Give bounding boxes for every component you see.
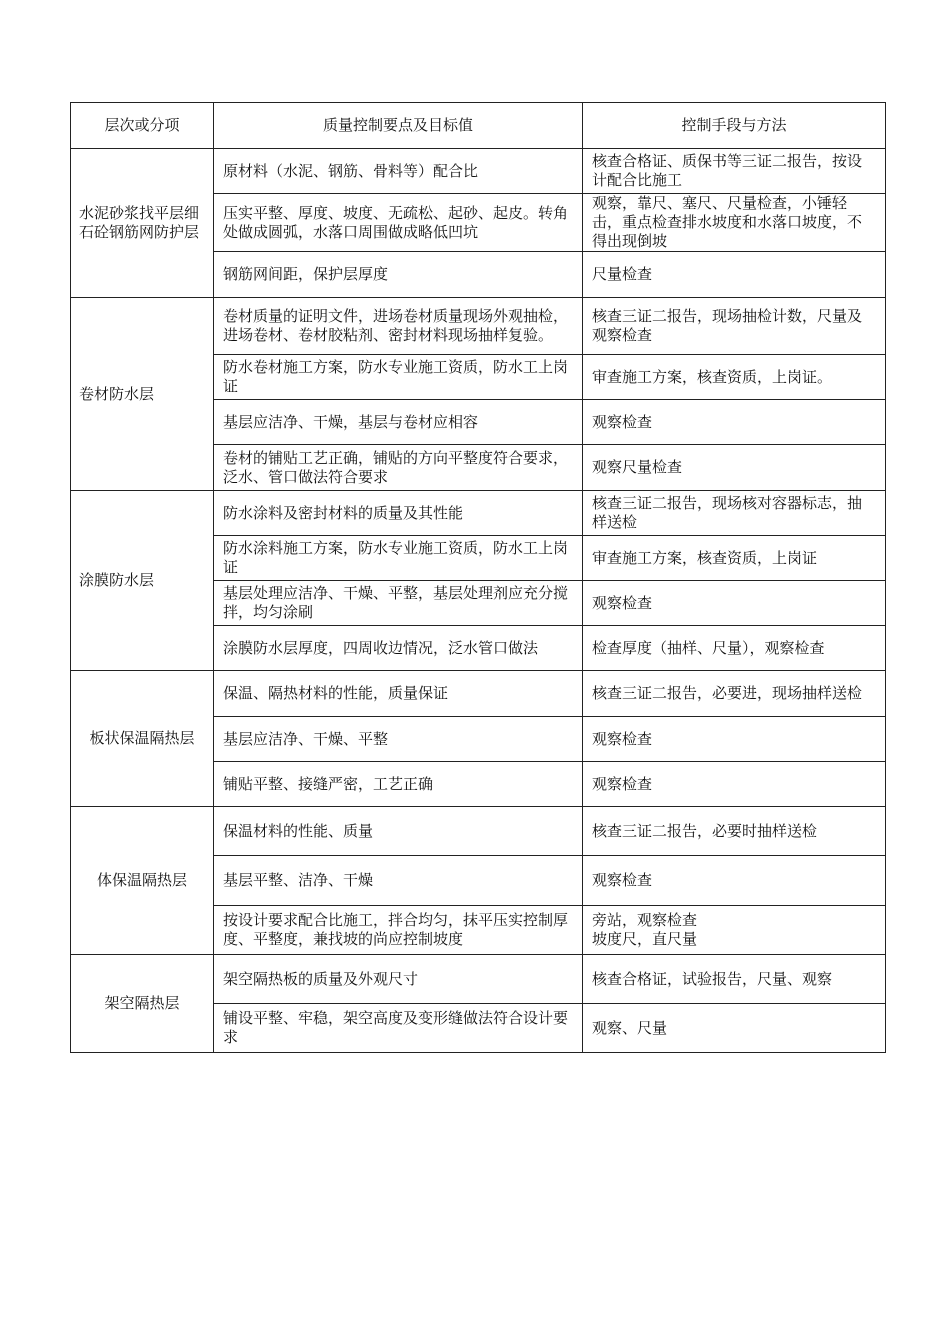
method-cell: 观察检查 bbox=[583, 762, 886, 807]
control-point-cell: 架空隔热板的质量及外观尺寸 bbox=[214, 955, 583, 1004]
method-cell: 观察、尺量 bbox=[583, 1004, 886, 1053]
table-row bbox=[71, 149, 886, 194]
method-cell: 核查合格证、质保书等三证二报告，按设计配合比施工 bbox=[583, 149, 886, 194]
method-cell: 核查合格证，试验报告，尺量、观察 bbox=[583, 955, 886, 1004]
method-cell: 尺量检查 bbox=[583, 252, 886, 298]
method-cell: 观察检查 bbox=[583, 581, 886, 626]
header-row bbox=[71, 103, 886, 149]
control-point-cell: 防水涂料及密封材料的质量及其性能 bbox=[214, 491, 583, 536]
layer-cell: 涂膜防水层 bbox=[71, 491, 214, 671]
control-point-cell: 基层平整、洁净、干燥 bbox=[214, 856, 583, 906]
table-row bbox=[71, 955, 886, 1004]
method-cell: 检查厚度（抽样、尺量），观察检查 bbox=[583, 626, 886, 671]
control-point-cell: 铺贴平整、接缝严密，工艺正确 bbox=[214, 762, 583, 807]
layer-cell: 水泥砂浆找平层细石砼钢筋网防护层 bbox=[71, 149, 214, 298]
control-point-cell: 按设计要求配合比施工，拌合均匀，抹平压实控制厚度、平整度，兼找坡的尚应控制坡度 bbox=[214, 906, 583, 955]
control-point-cell: 基层应洁净、干燥，基层与卷材应相容 bbox=[214, 400, 583, 445]
header-method: 控制手段与方法 bbox=[583, 103, 886, 149]
table-row bbox=[71, 671, 886, 717]
method-cell: 观察检查 bbox=[583, 856, 886, 906]
header-control-point: 质量控制要点及目标值 bbox=[214, 103, 583, 149]
control-point-cell: 原材料（水泥、钢筋、骨料等）配合比 bbox=[214, 149, 583, 194]
control-point-cell: 压实平整、厚度、坡度、无疏松、起砂、起皮。转角处做成圆弧，水落口周围做成略低凹坑 bbox=[214, 194, 583, 252]
method-cell: 审查施工方案，核查资质，上岗证。 bbox=[583, 355, 886, 400]
method-cell: 观察检查 bbox=[583, 717, 886, 762]
method-cell: 观察尺量检查 bbox=[583, 445, 886, 491]
method-cell: 旁站，观察检查 坡度尺，直尺量 bbox=[583, 906, 886, 955]
quality-control-table bbox=[70, 102, 886, 1053]
control-point-cell: 防水涂料施工方案，防水专业施工资质，防水工上岗证 bbox=[214, 536, 583, 581]
control-point-cell: 基层应洁净、干燥、平整 bbox=[214, 717, 583, 762]
control-point-cell: 涂膜防水层厚度，四周收边情况，泛水管口做法 bbox=[214, 626, 583, 671]
method-cell: 审查施工方案，核查资质，上岗证 bbox=[583, 536, 886, 581]
control-point-cell: 卷材质量的证明文件，进场卷材质量现场外观抽检，进场卷材、卷材胶粘剂、密封材料现场抽样复验。 bbox=[214, 298, 583, 355]
method-cell: 核查三证二报告，现场抽检计数，尺量及观察检查 bbox=[583, 298, 886, 355]
table-row bbox=[71, 491, 886, 536]
control-point-cell: 防水卷材施工方案，防水专业施工资质，防水工上岗证 bbox=[214, 355, 583, 400]
method-cell: 核查三证二报告，现场核对容器标志，抽样送检 bbox=[583, 491, 886, 536]
method-cell: 核查三证二报告，必要进，现场抽样送检 bbox=[583, 671, 886, 717]
control-point-cell: 铺设平整、牢稳，架空高度及变形缝做法符合设计要求 bbox=[214, 1004, 583, 1053]
header-layer: 层次或分项 bbox=[71, 103, 214, 149]
control-point-cell: 钢筋网间距，保护层厚度 bbox=[214, 252, 583, 298]
table-row bbox=[71, 807, 886, 856]
layer-cell: 架空隔热层 bbox=[71, 955, 214, 1053]
layer-cell: 板状保温隔热层 bbox=[71, 671, 214, 807]
table-row bbox=[71, 298, 886, 355]
layer-cell: 卷材防水层 bbox=[71, 298, 214, 491]
layer-cell: 体保温隔热层 bbox=[71, 807, 214, 955]
control-point-cell: 卷材的铺贴工艺正确，铺贴的方向平整度符合要求，泛水、管口做法符合要求 bbox=[214, 445, 583, 491]
method-cell: 核查三证二报告，必要时抽样送检 bbox=[583, 807, 886, 856]
method-cell: 观察检查 bbox=[583, 400, 886, 445]
control-point-cell: 保温材料的性能、质量 bbox=[214, 807, 583, 856]
control-point-cell: 保温、隔热材料的性能，质量保证 bbox=[214, 671, 583, 717]
method-cell: 观察，靠尺、塞尺、尺量检查，小锤轻击，重点检查排水坡度和水落口坡度，不得出现倒坡 bbox=[583, 194, 886, 252]
control-point-cell: 基层处理应洁净、干燥、平整，基层处理剂应充分搅拌，均匀涂刷 bbox=[214, 581, 583, 626]
